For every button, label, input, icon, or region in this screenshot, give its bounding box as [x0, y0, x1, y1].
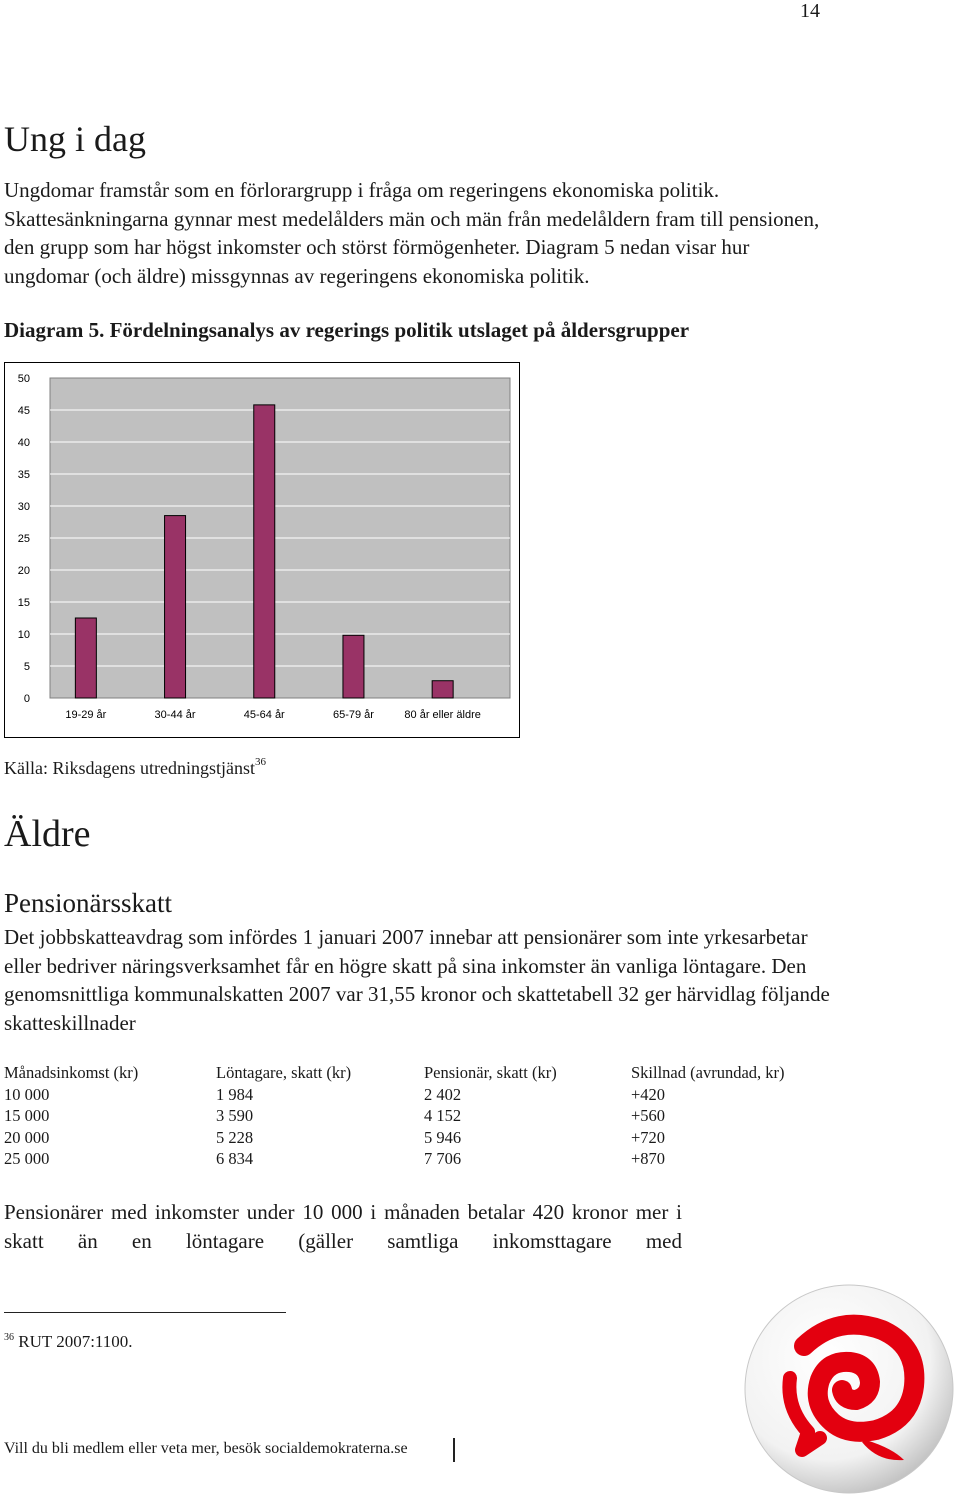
page-number: 14 [800, 0, 820, 22]
rose-logo-icon [742, 1282, 956, 1496]
y-tick-label: 45 [17, 405, 30, 417]
footnote [4, 1332, 133, 1352]
age-group-bar-chart [4, 362, 520, 738]
bar [432, 681, 453, 698]
footer-text: Vill du bli medlem eller veta mer, besök socialdemokraterna.se [4, 1440, 408, 1457]
y-tick-label: 35 [17, 469, 30, 481]
source-footnote-ref: 36 [254, 756, 266, 768]
footnote-text: RUT 2007:1100. [18, 1332, 133, 1351]
y-tick-label: 50 [17, 373, 30, 385]
y-tick-label: 40 [17, 437, 30, 449]
y-tick-label: 10 [17, 629, 30, 641]
bar [165, 516, 186, 698]
table-header-row [4, 1062, 831, 1084]
x-tick-label: 19-29 år [65, 709, 107, 721]
table-row [4, 1148, 831, 1170]
header-monthly-income: Månadsinkomst (kr) [4, 1063, 139, 1082]
y-tick-label: 30 [17, 501, 30, 513]
table-cell: 25 000 [4, 1149, 50, 1168]
bar [254, 405, 275, 698]
x-tick-label: 45-64 år [243, 709, 285, 721]
table-cell: 15 000 [4, 1106, 50, 1125]
footnote-divider [4, 1312, 286, 1313]
x-tick-label: 30-44 år [154, 709, 196, 721]
footer-divider [453, 1438, 455, 1462]
header-difference: Skillnad (avrundad, kr) [631, 1063, 785, 1082]
y-tick-label: 25 [17, 533, 30, 545]
subsection-title: Pensionärsskatt [4, 888, 172, 918]
footnote-number: 36 [4, 1332, 14, 1343]
chart-source [4, 756, 266, 779]
table-cell: 5 228 [216, 1127, 254, 1147]
table-cell: 2 402 [424, 1084, 462, 1104]
y-tick-label: 0 [23, 693, 30, 705]
table-cell: +420 [631, 1084, 666, 1104]
y-tick-label: 20 [17, 565, 30, 577]
table-cell: +720 [631, 1127, 666, 1147]
header-employee-tax: Löntagare, skatt (kr) [216, 1063, 352, 1082]
table-row [4, 1127, 831, 1149]
table-cell: 10 000 [4, 1084, 50, 1104]
table-cell: 6 834 [216, 1149, 254, 1168]
diagram-heading: Diagram 5. Fördelningsanalys av regerings politik utslaget på åldersgrupper [4, 318, 690, 342]
table-cell: 1 984 [216, 1084, 254, 1104]
source-text: Källa: Riksdagens utredningstjänst [4, 758, 255, 778]
table-row [4, 1084, 831, 1106]
bar [75, 618, 96, 698]
table-row [4, 1105, 831, 1127]
x-tick-label: 80 år eller äldre [404, 709, 481, 721]
table-cell: +870 [631, 1149, 666, 1168]
header-pensioner-tax: Pensionär, skatt (kr) [424, 1063, 557, 1082]
pension-tax-paragraph: Det jobbskatteavdrag som infördes 1 januari 2007 innebar att pensionärer som inte yrkesarbetar eller bedriver näringsverksamhet får en högre skatt på sina inkomster än vanliga löntagare. Den genomsnittliga kommunalskatten 2007 var 31,55 kronor och skattetabell 32 ger härvidlag följande skatteskillnader [4, 925, 830, 1035]
table-cell: 7 706 [424, 1149, 462, 1168]
x-tick-label: 65-79 år [332, 709, 374, 721]
table-cell: 20 000 [4, 1127, 50, 1147]
table-cell: 4 152 [424, 1106, 462, 1125]
table-cell: 5 946 [424, 1127, 462, 1147]
table-cell: +560 [631, 1106, 666, 1125]
bar [343, 635, 364, 698]
y-tick-label: 5 [23, 661, 30, 673]
section-title: Ung i dag [4, 119, 146, 159]
conclusion-paragraph: Pensionärer med inkomster under 10 000 i månaden betalar 420 kronor mer i skatt än en löntagare (gäller samtliga inkomsttagare med [4, 1200, 682, 1253]
section-title-aldre: Äldre [4, 813, 91, 855]
tax-difference-table [4, 1062, 831, 1170]
y-tick-label: 15 [17, 597, 30, 609]
table-cell: 3 590 [216, 1106, 254, 1125]
intro-paragraph: Ungdomar framstår som en förlorargrupp i fråga om regeringens ekonomiska politik. Skattesänkningarna gynnar mest medelålders män och män från medelåldern fram till pensionen, den grupp som har högst inkomster och störst förmögenheter. Diagram 5 nedan visar hur ungdomar (och äldre) missgynnas av regeringens ekonomiska politik. [4, 178, 820, 288]
